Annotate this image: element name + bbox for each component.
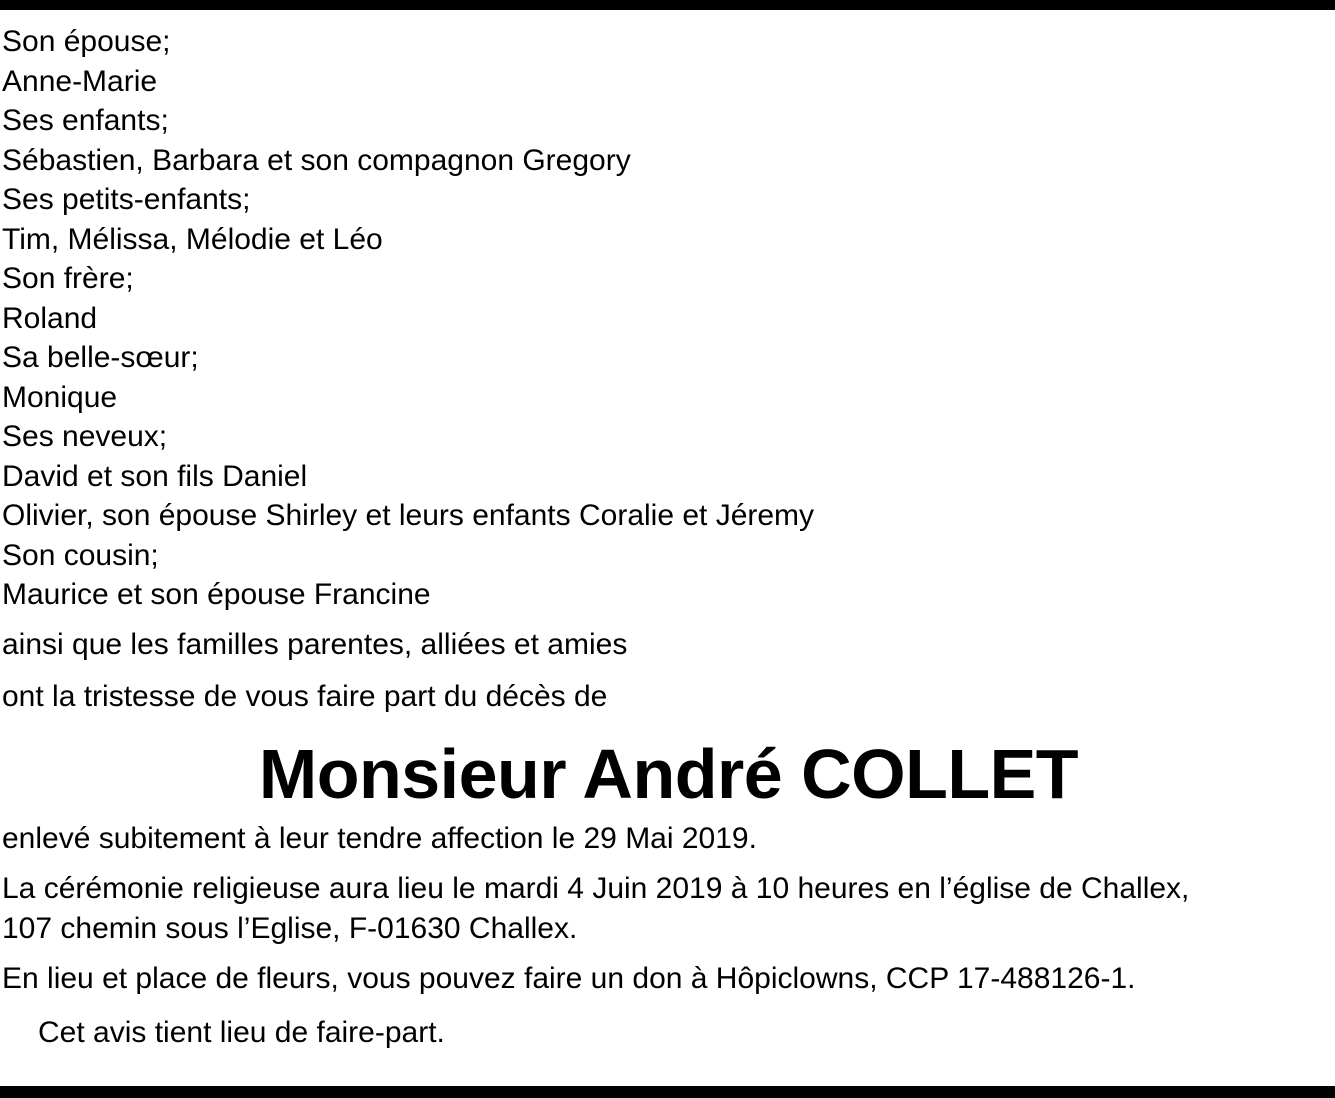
family-list — [2, 22, 1335, 615]
deceased-name: Monsieur André COLLET — [258, 734, 1079, 813]
extended-family-line: ainsi que les familles parentes, alliées et amies — [2, 627, 628, 661]
family-line: Olivier, son épouse Shirley et leurs enfants Coralie et Jéremy — [2, 499, 815, 532]
top-border-rule — [0, 0, 1335, 10]
family-line: Roland — [2, 301, 98, 335]
bottom-border-rule — [0, 1086, 1335, 1098]
family-line: Sa belle-sœur; — [2, 341, 199, 374]
passing-date-line: enlevé subitement à leur tendre affection le 29 Mai 2019. — [2, 821, 757, 855]
donation-line: En lieu et place de fleurs, vous pouvez faire un don à Hôpiclowns, CCP 17-488126-1. — [2, 962, 1136, 995]
family-line: Son cousin; — [2, 538, 159, 572]
notice-footer-line: Cet avis tient lieu de faire-part. — [38, 1015, 445, 1049]
family-line: Tim, Mélissa, Mélodie et Léo — [2, 222, 383, 256]
family-line: Ses petits-enfants; — [2, 183, 251, 216]
family-line: Son épouse; — [2, 25, 171, 58]
ceremony-line: La cérémonie religieuse aura lieu le mardi 4 Juin 2019 à 10 heures en l’église de Challex, — [2, 872, 1190, 905]
family-line: Monique — [2, 380, 118, 414]
family-line: Sébastien, Barbara et son compagnon Gregory — [2, 143, 631, 177]
announcement-line: ont la tristesse de vous faire part du décès de — [2, 680, 608, 713]
family-line: Son frère; — [2, 262, 134, 295]
family-line: Ses neveux; — [2, 420, 168, 453]
family-line: Ses enfants; — [2, 104, 169, 137]
ceremony-address-line: 107 chemin sous l’Eglise, F-01630 Challex. — [2, 911, 578, 945]
obituary-notice — [2, 22, 1335, 1052]
family-line: David et son fils Daniel — [2, 459, 308, 493]
ceremony-paragraph — [2, 869, 1335, 948]
family-line: Anne-Marie — [2, 64, 158, 98]
family-line: Maurice et son épouse Francine — [2, 578, 431, 611]
